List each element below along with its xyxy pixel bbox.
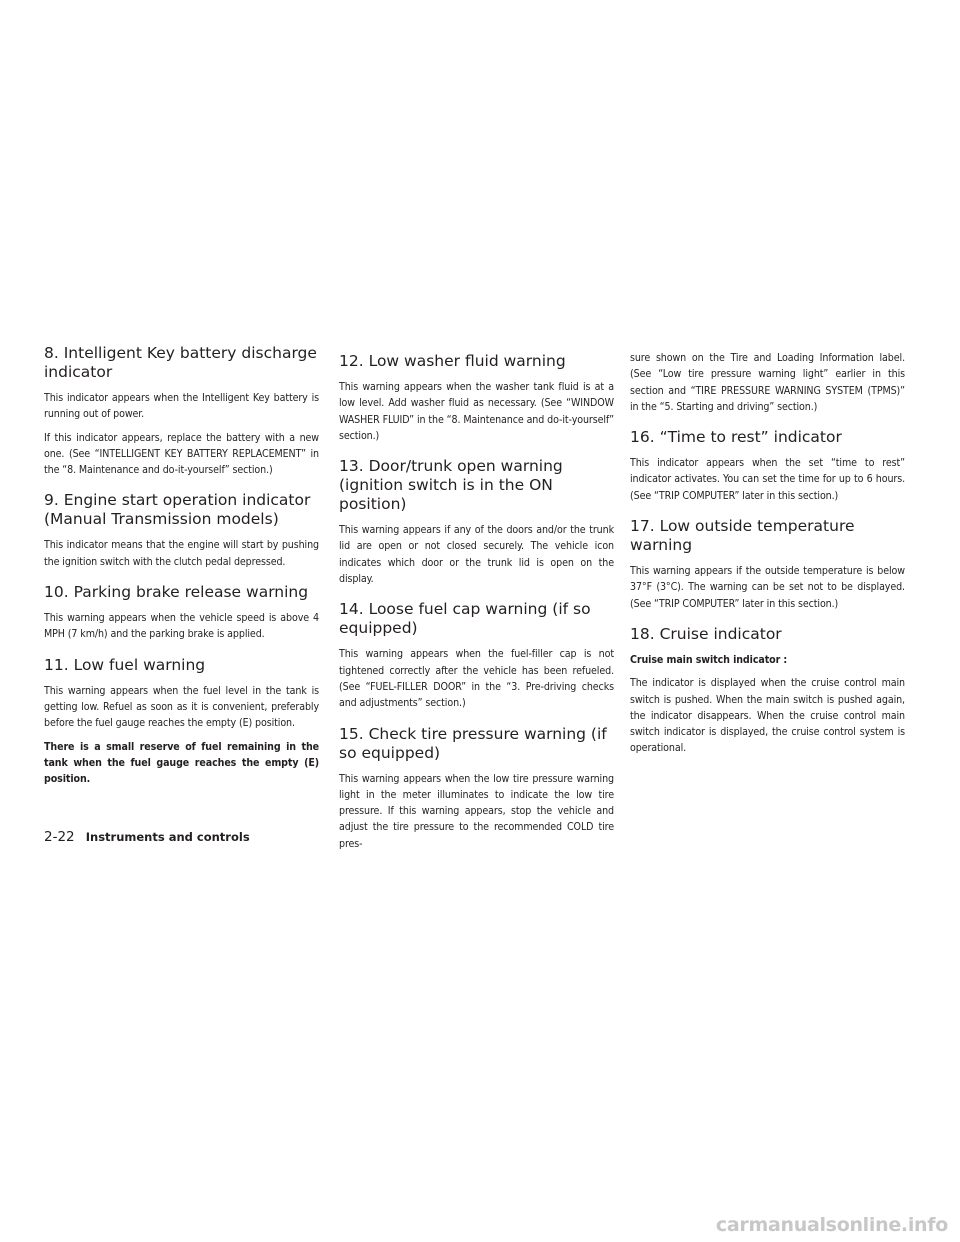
- paragraph: If this indicator appears, replace the battery with a new one. (See “INTELLIGENT KEY BATTERY REPLACEMENT” in the “8. Maintenance and do-it-yourself” section.): [44, 431, 319, 477]
- paragraph: This warning appears when the fuel-filler cap is not tightened correctly after the vehicle has been refueled. (See “FUEL-FILLER DOOR” in the “3. Pre-driving checks and adjustments” section.): [339, 648, 614, 710]
- heading-14: 14. Loose fuel cap warning (if so equipped): [339, 600, 591, 638]
- watermark: carmanualsonline.info: [715, 1214, 948, 1236]
- paragraph: This warning appears if any of the doors and/or the trunk lid are open or not closed securely. The vehicle icon indicates which door or the trunk lid is open on the display.: [339, 524, 614, 586]
- paragraph: This indicator means that the engine will start by pushing the ignition switch with the clutch pedal depressed.: [44, 539, 319, 568]
- paragraph: This warning appears if the outside temperature is below 37°F (3°C). The warning can be set not to be displayed. (See “TRIP COMPUTER” later in this section.): [630, 565, 905, 610]
- paragraph: The indicator is displayed when the cruise control main switch is pushed. When the main switch is pushed again, the indicator disappears. When the cruise control main switch indicator is displayed, the cruise control system is operational.: [630, 677, 905, 755]
- paragraph-continued: sure shown on the Tire and Loading Information label. (See “Low tire pressure warning light” earlier in this section and “TIRE PRESSURE WARNING SYSTEM (TPMS)” in the “5. Starting and driving” section.): [630, 352, 905, 413]
- column-2: [339, 352, 614, 859]
- section-name: Instruments and controls: [85, 830, 250, 844]
- heading-12: 12. Low washer fluid warning: [339, 352, 566, 370]
- heading-18: 18. Cruise indicator: [630, 624, 782, 643]
- heading-13: 13. Door/trunk open warning (ignition switch is in the ON position): [339, 457, 563, 514]
- paragraph: This warning appears when the low tire pressure warning light in the meter illuminates to indicate the low tire pressure. If this warning appears, stop the vehicle and adjust the tire pressure to the recommended COLD tire pres-: [339, 772, 614, 850]
- column-3: [630, 350, 905, 764]
- paragraph: This warning appears when the vehicle speed is above 4 MPH (7 km/h) and the parking brake is applied.: [44, 612, 319, 641]
- heading-10: 10. Parking brake release warning: [44, 583, 309, 602]
- paragraph: This warning appears when the washer tank fluid is at a low level. Add washer fluid as necessary. (See “WINDOW WASHER FLUID” in the “8. Maintenance and do-it-yourself” section.): [339, 381, 614, 442]
- paragraph: This indicator appears when the set “time to rest” indicator activates. You can set the time for up to 6 hours. (See “TRIP COMPUTER” later in this section.): [630, 457, 905, 502]
- heading-15: 15. Check tire pressure warning (if so equipped): [339, 724, 607, 762]
- heading-16: 16. “Time to rest” indicator: [630, 428, 842, 447]
- paragraph: This indicator appears when the Intelligent Key battery is running out of power.: [44, 392, 319, 421]
- bold-note: There is a small reserve of fuel remaining in the tank when the fuel gauge reaches the empty (E) position.: [44, 740, 319, 786]
- page-number: 2-22: [44, 829, 75, 845]
- heading-17: 17. Low outside temperature warning: [630, 517, 855, 555]
- paragraph: This warning appears when the fuel level in the tank is getting low. Refuel as soon as it is convenient, preferably before the fuel gauge reaches the empty (E) position.: [44, 684, 319, 730]
- heading-11: 11. Low fuel warning: [44, 655, 206, 674]
- heading-8: 8. Intelligent Key battery discharge indicator: [44, 344, 317, 381]
- page-footer: [44, 826, 250, 845]
- subheading: Cruise main switch indicator :: [630, 653, 788, 666]
- column-1: [44, 344, 319, 794]
- heading-9: 9. Engine start operation indicator (Manual Transmission models): [44, 491, 311, 529]
